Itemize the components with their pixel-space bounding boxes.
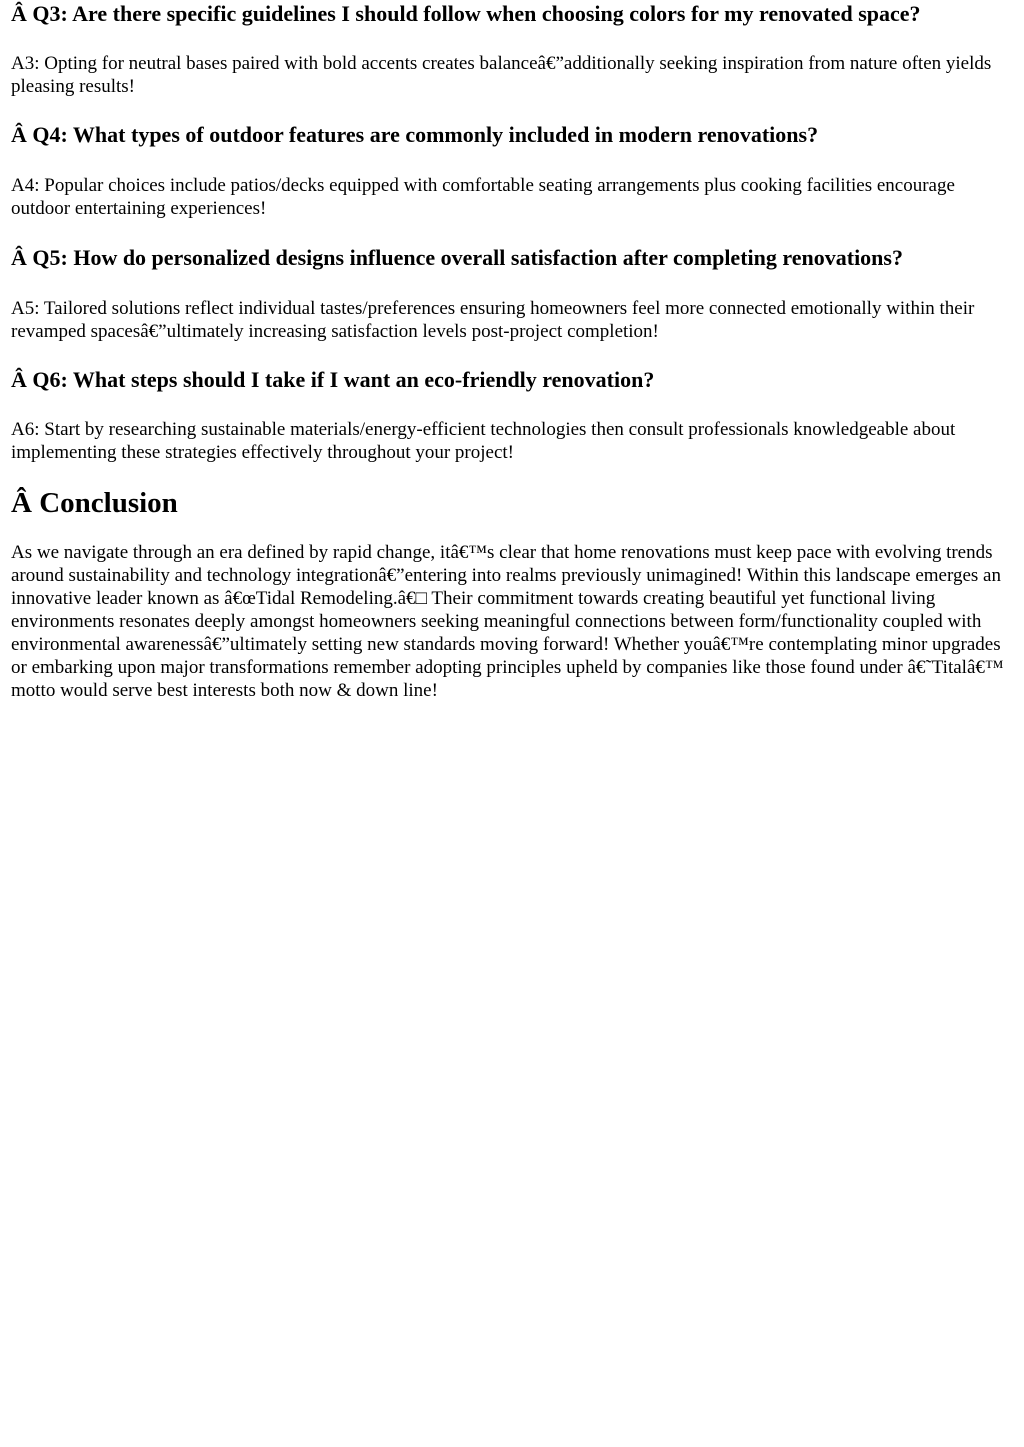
faq-answer-a5: A5: Tailored solutions reflect individual tastes/preferences ensuring homeowners feel more connected emotionally within their revamped spacesâ€”ultimately increasing satisfaction levels post-project completion! (11, 298, 975, 342)
faq-question-q5: Â Q5: How do personalized designs influence overall satisfaction after completing renovations? (11, 245, 903, 270)
faq-answer-a4: A4: Popular choices include patios/decks equipped with comfortable seating arrangements plus cooking facilities encourage outdoor entertaining experiences! (11, 175, 955, 219)
conclusion-paragraph: As we navigate through an era defined by rapid change, itâ€™s clear that home renovations must keep pace with evolving trends around sustainability and technology integrationâ€”entering into realms previously unimagined! Within this landscape emerges an innovative leader known as â€œTidal Remodeling.â€□ Their commitment towards creating beautiful yet functional living environments resonates deeply amongst homeowners seeking meaningful connections between form/functionality coupled with environmental awarenessâ€”ultimately setting new standards moving forward! Whether youâ€™re contemplating minor upgrades or embarking upon major transformations remember adopting principles upheld by companies like those found under â€˜Titalâ€™ motto would serve best interests both now & down line! (11, 542, 1004, 701)
article-content (0, 1, 1024, 702)
faq-answer-a6: A6: Start by researching sustainable materials/energy-efficient technologies then consult professionals knowledgeable about implementing these strategies effectively throughout your project! (11, 419, 956, 463)
faq-answer-a3: A3: Opting for neutral bases paired with bold accents creates balanceâ€”additionally seeking inspiration from nature often yields pleasing results! (11, 53, 992, 97)
conclusion-heading: Â Conclusion (11, 487, 178, 519)
faq-question-q4: Â Q4: What types of outdoor features are commonly included in modern renovations? (11, 122, 819, 147)
faq-question-q6: Â Q6: What steps should I take if I want an eco-friendly renovation? (11, 367, 655, 392)
faq-question-q3: Â Q3: Are there specific guidelines I should follow when choosing colors for my renovated space? (11, 1, 921, 26)
